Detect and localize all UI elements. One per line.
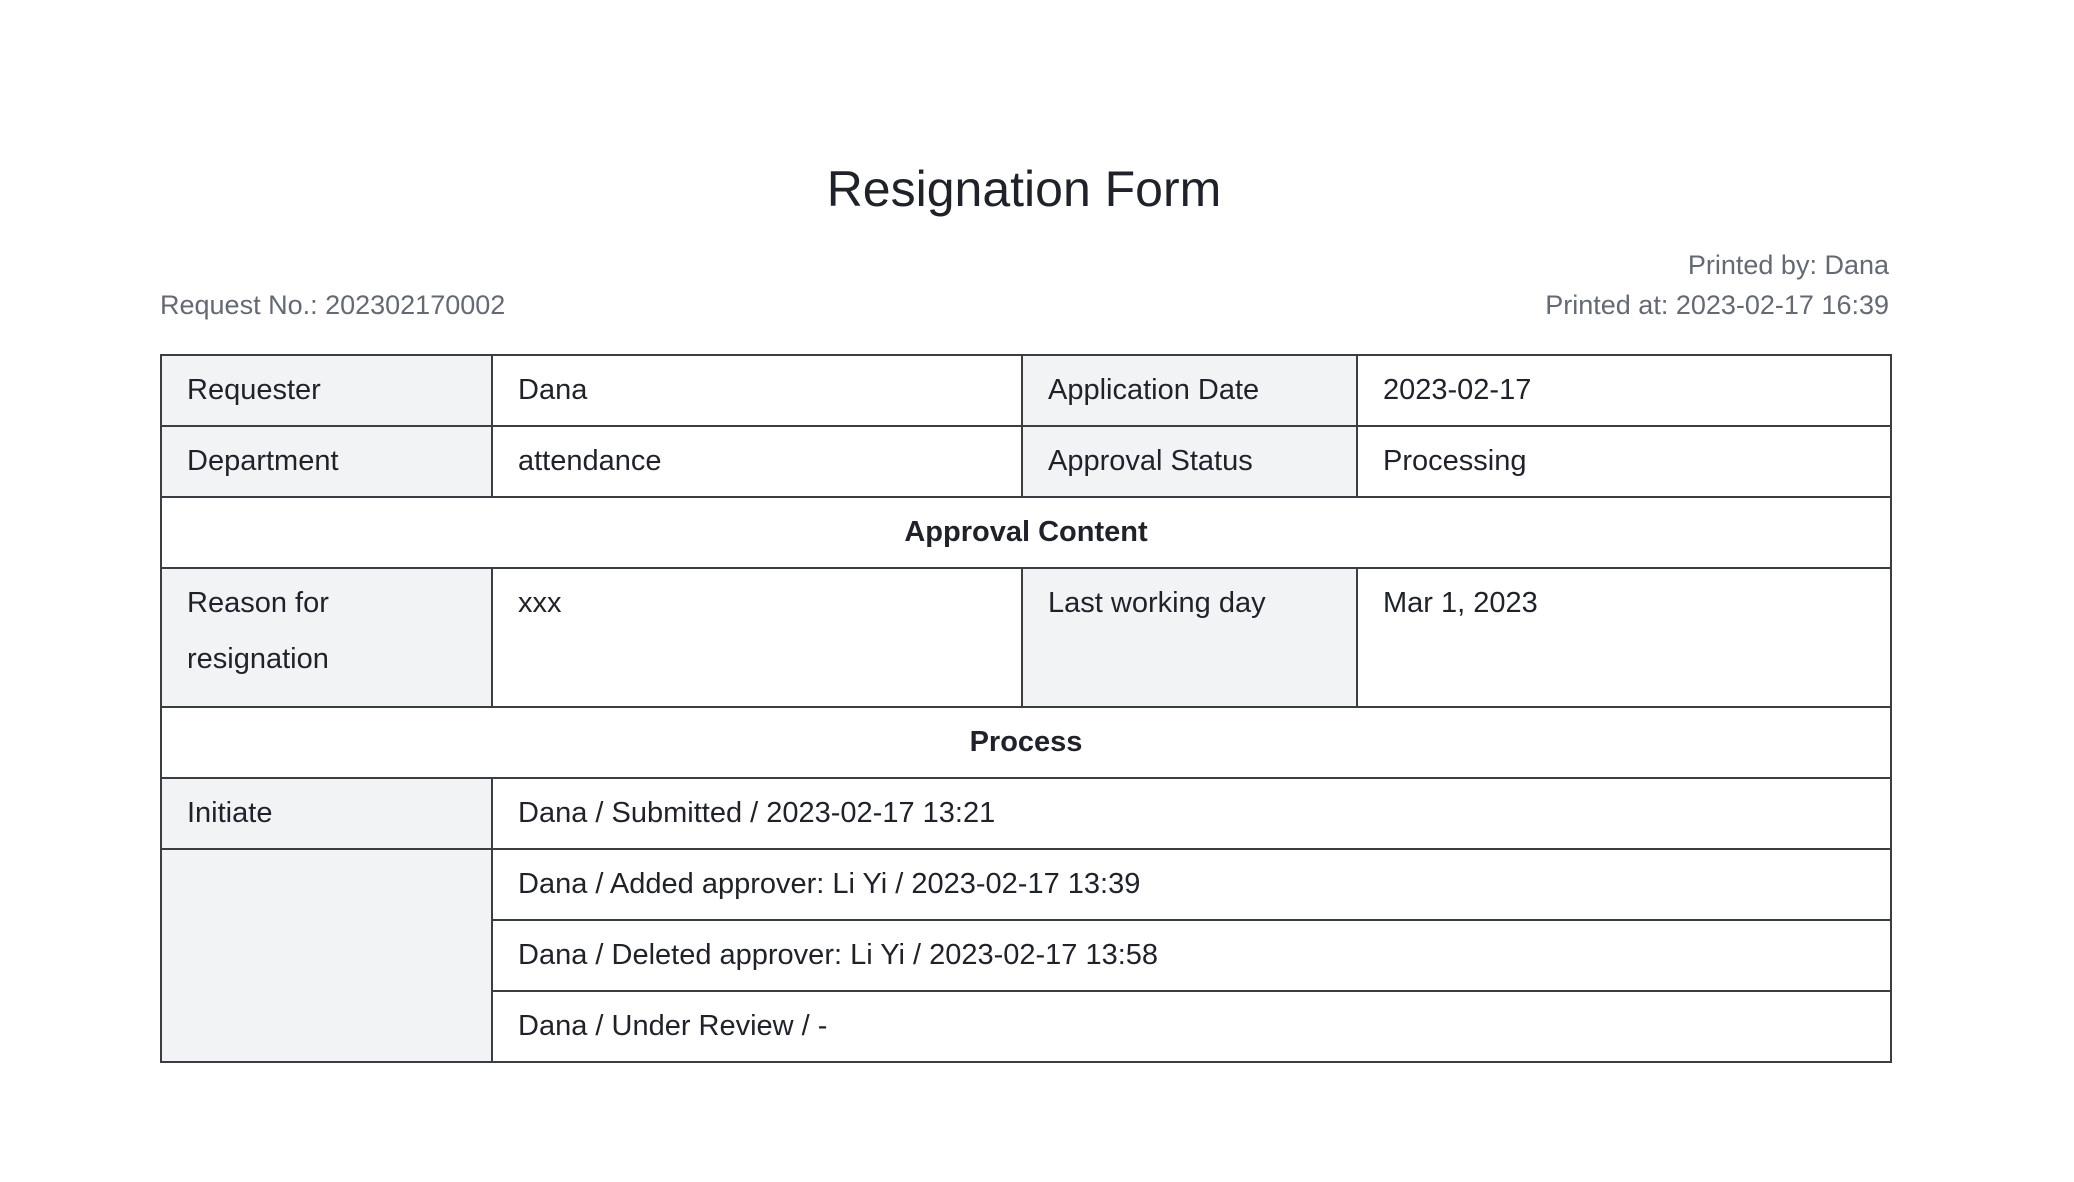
- table-row: [161, 778, 1891, 849]
- approval-content-header: Approval Content: [161, 497, 1891, 568]
- process-blank-label: [161, 849, 492, 1062]
- application-date-value: 2023-02-17: [1357, 355, 1891, 426]
- approval-status-label: Approval Status: [1022, 426, 1357, 497]
- printed-at: Printed at: 2023-02-17 16:39: [1545, 290, 1889, 320]
- reason-value: [492, 568, 1022, 707]
- table-row: [161, 355, 1891, 426]
- resignation-form-table: [160, 354, 1892, 1063]
- table-row: [161, 568, 1891, 707]
- printed-by: Printed by: Dana: [1687, 250, 1889, 280]
- process-step: Dana / Added approver: Li Yi / 2023-02-17 13:39: [492, 849, 1891, 920]
- table-row: [161, 849, 1891, 920]
- department-value: attendance: [492, 426, 1022, 497]
- department-label: Department: [161, 426, 492, 497]
- table-row: [161, 426, 1891, 497]
- process-step: Dana / Under Review / -: [492, 991, 1891, 1062]
- process-header: Process: [161, 707, 1891, 778]
- table-row: [161, 707, 1891, 778]
- reason-label: [161, 568, 492, 707]
- approval-status-value: Processing: [1357, 426, 1891, 497]
- application-date-label: Application Date: [1022, 355, 1357, 426]
- process-step: Dana / Submitted / 2023-02-17 13:21: [492, 778, 1891, 849]
- reason-label-text: Reason for resignation: [187, 587, 329, 675]
- last-day-label-text: Last working day: [1048, 587, 1266, 619]
- table-row: [161, 497, 1891, 568]
- last-day-value-text: Mar 1, 2023: [1383, 587, 1538, 619]
- last-day-value: [1357, 568, 1891, 707]
- page-title: Resignation Form: [826, 161, 1222, 217]
- reason-value-text: xxx: [518, 587, 562, 619]
- process-step: Dana / Deleted approver: Li Yi / 2023-02-17 13:58: [492, 920, 1891, 991]
- request-number: Request No.: 202302170002: [160, 290, 506, 320]
- last-day-label: [1022, 568, 1357, 707]
- initiate-label: Initiate: [161, 778, 492, 849]
- requester-value: Dana: [492, 355, 1022, 426]
- requester-label: Requester: [161, 355, 492, 426]
